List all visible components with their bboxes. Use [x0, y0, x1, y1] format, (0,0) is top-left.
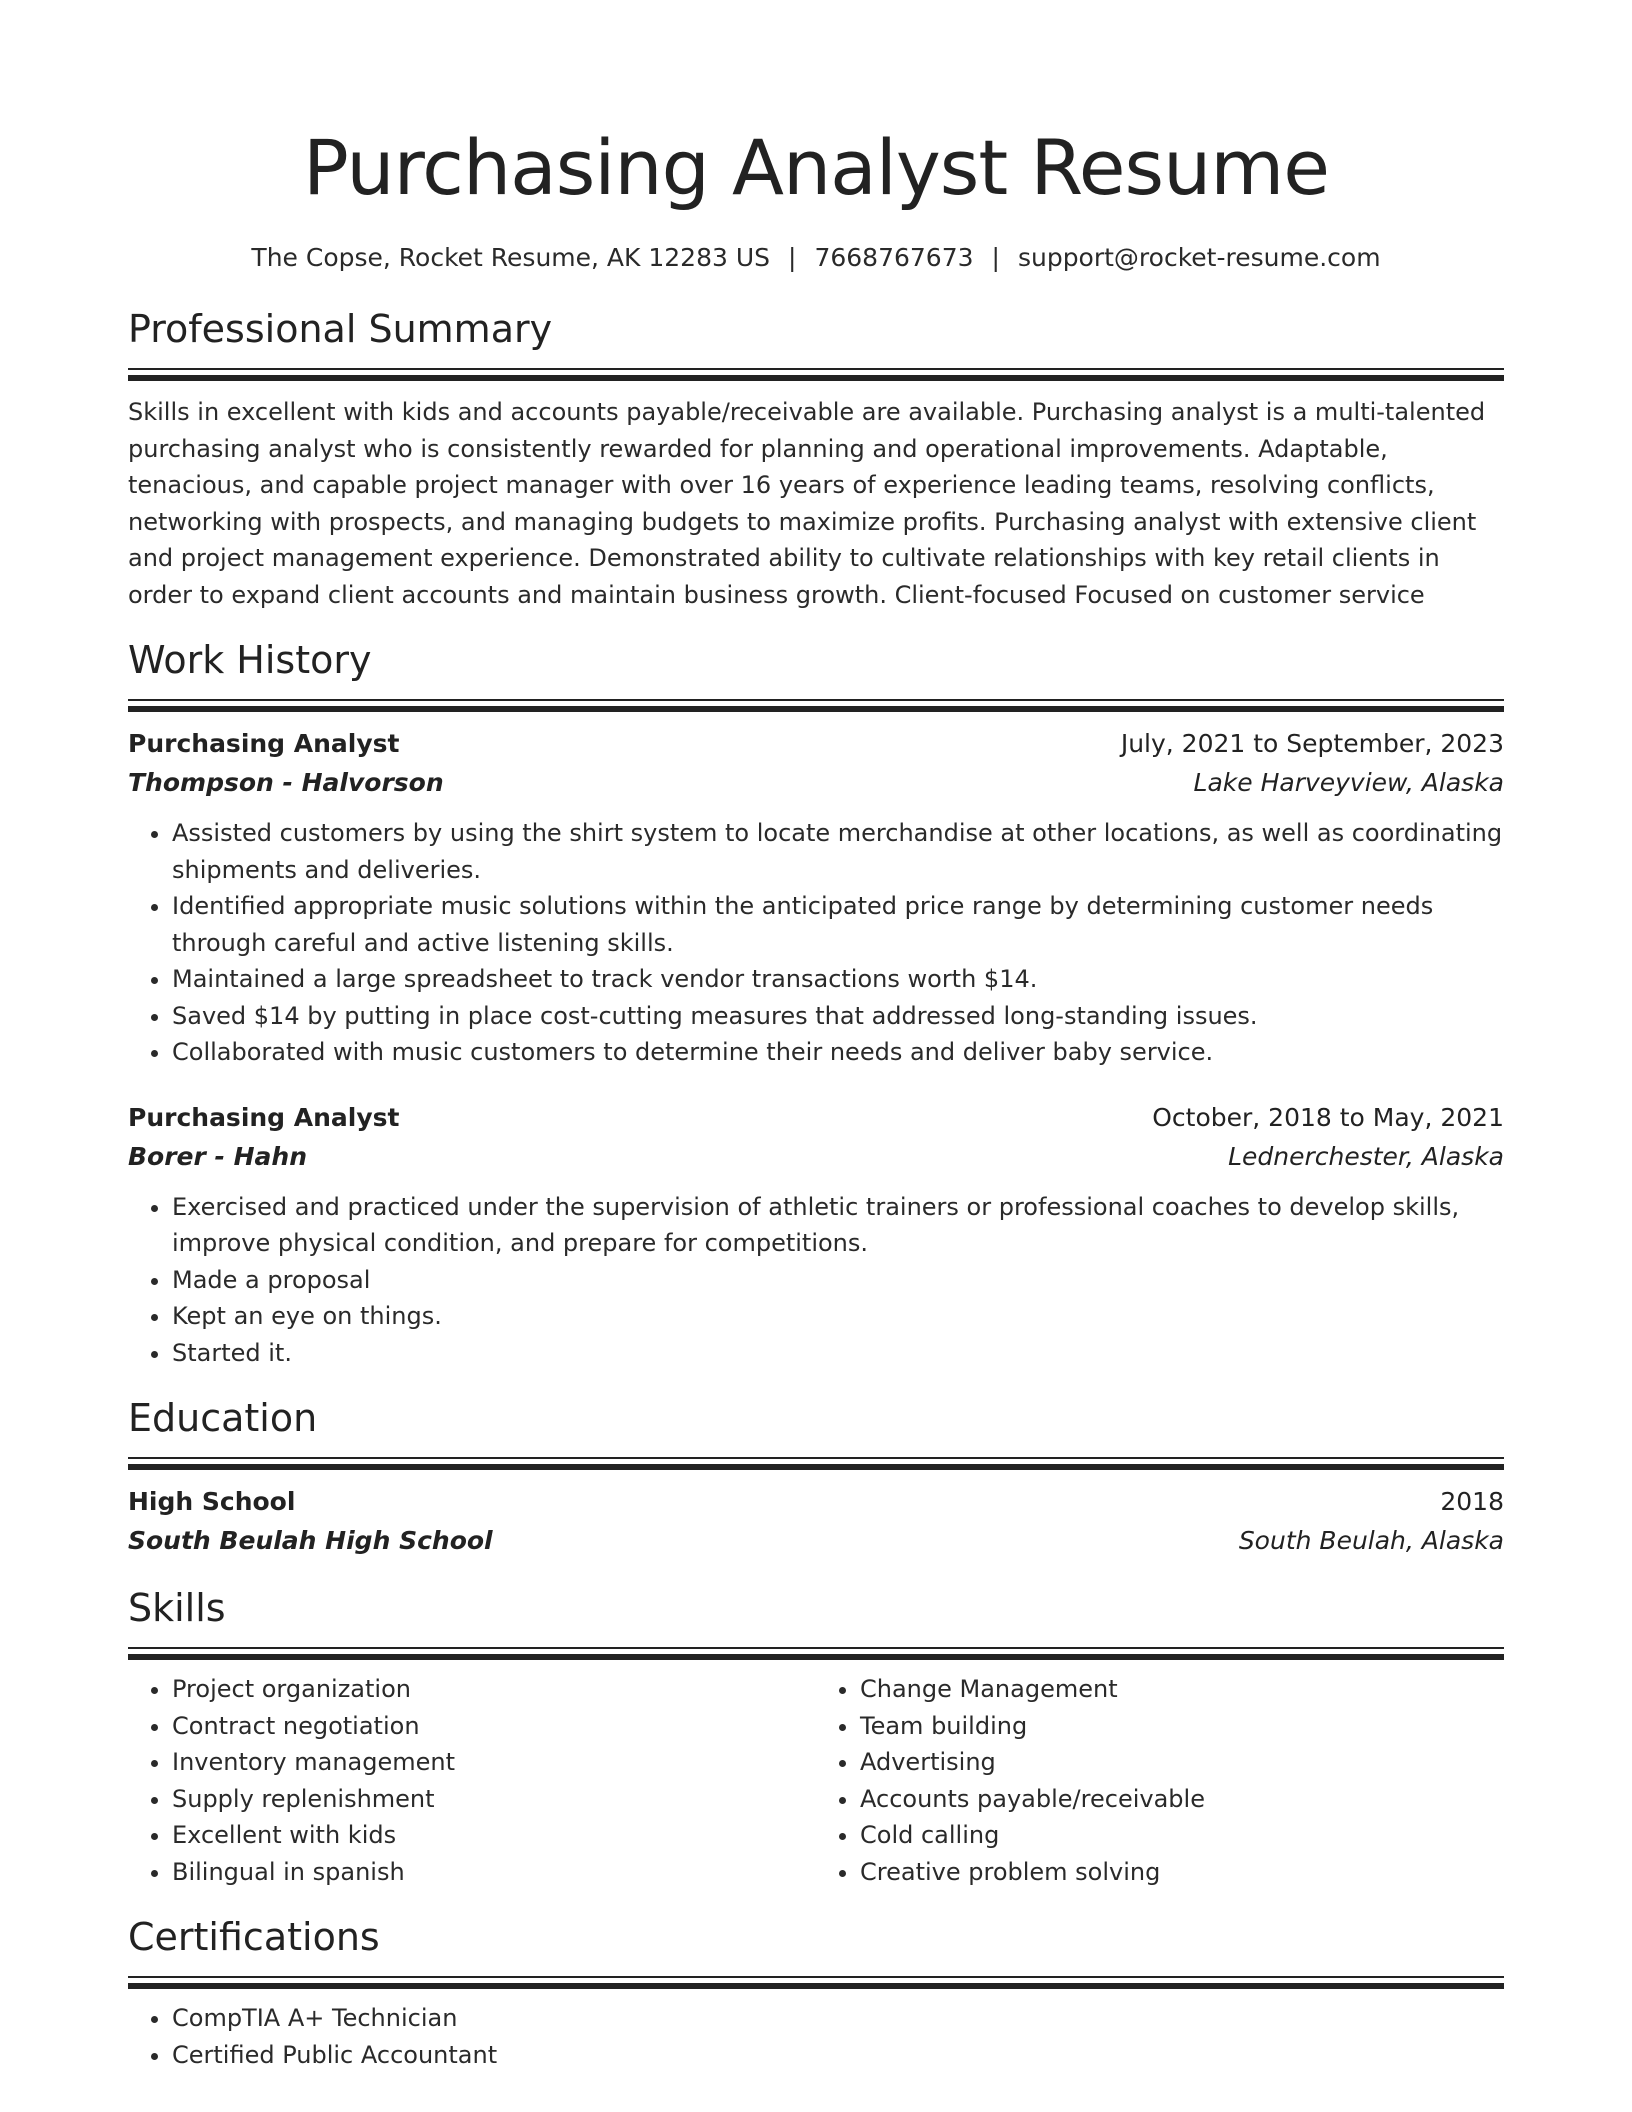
contact-separator: |: [991, 243, 1000, 272]
list-item: • Contract negotiation: [172, 1708, 816, 1745]
section-divider: [128, 1457, 1504, 1469]
list-item: • Excellent with kids: [172, 1817, 816, 1854]
education-school: South Beulah High School: [128, 1526, 493, 1555]
certifications-section: [128, 1912, 1504, 2073]
list-item: • Maintained a large spreadsheet to track vendor transactions worth $14.: [172, 961, 1504, 998]
job-location: Lednerchester, Alaska: [1228, 1141, 1504, 1171]
page-title: Purchasing Analyst Resume: [302, 123, 1330, 212]
list-item: • Collaborated with music customers to determine their needs and deliver baby service.: [172, 1034, 1504, 1071]
resume-page: [128, 120, 1504, 2073]
list-item: • Creative problem solving: [860, 1854, 1504, 1891]
section-heading-skills: Skills: [128, 1586, 226, 1630]
list-item: • Started it.: [172, 1335, 1504, 1372]
summary-text: Skills in excellent with kids and accounts payable/receivable are available. Purchasing analyst is a multi-talented purchasing analyst who is consistently rewarded for planning and operational improvements. Adaptable, tenacious, and capable project manager with over 16 years of experience leading teams, resolving conflicts, networking with prospects, and managing budgets to maximize profits. Purchasing analyst with extensive client and project management experience. Demonstrated ability to cultivate relationships with key retail clients in order to expand client accounts and maintain business growth. Client-focused Focused on customer service: [128, 398, 1486, 609]
job-title: Purchasing Analyst: [128, 1102, 400, 1132]
list-item: • Project organization: [172, 1671, 816, 1708]
section-heading-work: Work History: [128, 638, 372, 682]
skills-column-left: [128, 1671, 816, 1890]
work-section: [128, 635, 1504, 1371]
list-item: • Bilingual in spanish: [172, 1854, 816, 1891]
education-section: [128, 1393, 1504, 1561]
contact-phone: 7668767673: [814, 243, 974, 272]
job-company: Borer - Hahn: [128, 1141, 308, 1171]
skills-column-right: [816, 1671, 1504, 1890]
section-divider: [128, 368, 1504, 380]
list-item: • Supply replenishment: [172, 1781, 816, 1818]
job-company: Thompson - Halvorson: [128, 768, 444, 797]
section-heading-education: Education: [128, 1396, 318, 1440]
section-divider: [128, 1976, 1504, 1988]
list-item: • Kept an eye on things.: [172, 1298, 1504, 1335]
contact-email[interactable]: support@rocket-resume.com: [1017, 243, 1381, 272]
list-item: • Change Management: [860, 1671, 1504, 1708]
contact-address: The Copse, Rocket Resume, AK 12283 US: [251, 243, 771, 272]
list-item: • Advertising: [860, 1744, 1504, 1781]
skills-columns: [128, 1671, 1504, 1890]
job-dates: October, 2018 to May, 2021: [1152, 1102, 1504, 1132]
job-title: Purchasing Analyst: [128, 729, 400, 758]
job-entry: [128, 725, 1504, 1071]
list-item: • Exercised and practiced under the supervision of athletic trainers or professional coaches to develop skills, improve physical condition, and prepare for competitions.: [172, 1189, 1504, 1262]
certifications-list: [128, 2000, 1504, 2073]
skills-section: [128, 1583, 1504, 1890]
section-heading-certifications: Certifications: [128, 1915, 380, 1959]
list-item: • Assisted customers by using the shirt system to locate merchandise at other locations, as well as coordinating shipments and deliveries.: [172, 815, 1504, 888]
section-divider: [128, 1647, 1504, 1659]
section-heading-summary: Professional Summary: [128, 307, 553, 351]
job-entry: [128, 1099, 1504, 1372]
job-dates: July, 2021 to September, 2023: [1120, 729, 1504, 758]
job-bullets: [128, 1189, 1504, 1372]
list-item: • Accounts payable/receivable: [860, 1781, 1504, 1818]
education-degree: High School: [128, 1487, 296, 1516]
contact-line: [128, 240, 1504, 276]
education-location: South Beulah, Alaska: [1238, 1526, 1504, 1555]
list-item: • Saved $14 by putting in place cost-cutting measures that addressed long-standing issues.: [172, 998, 1504, 1035]
job-location: Lake Harveyview, Alaska: [1193, 768, 1504, 797]
summary-section: [128, 304, 1504, 613]
list-item: • Certified Public Accountant: [172, 2037, 1504, 2074]
education-entry: [128, 1483, 1504, 1561]
list-item: • CompTIA A+ Technician: [172, 2000, 1504, 2037]
contact-separator: |: [788, 243, 797, 272]
job-bullets: [128, 815, 1504, 1071]
section-divider: [128, 699, 1504, 711]
list-item: • Inventory management: [172, 1744, 816, 1781]
list-item: • Team building: [860, 1708, 1504, 1745]
list-item: • Identified appropriate music solutions within the anticipated price range by determining customer needs through careful and active listening skills.: [172, 888, 1504, 961]
list-item: • Cold calling: [860, 1817, 1504, 1854]
education-year: 2018: [1440, 1487, 1504, 1516]
list-item: • Made a proposal: [172, 1262, 1504, 1299]
